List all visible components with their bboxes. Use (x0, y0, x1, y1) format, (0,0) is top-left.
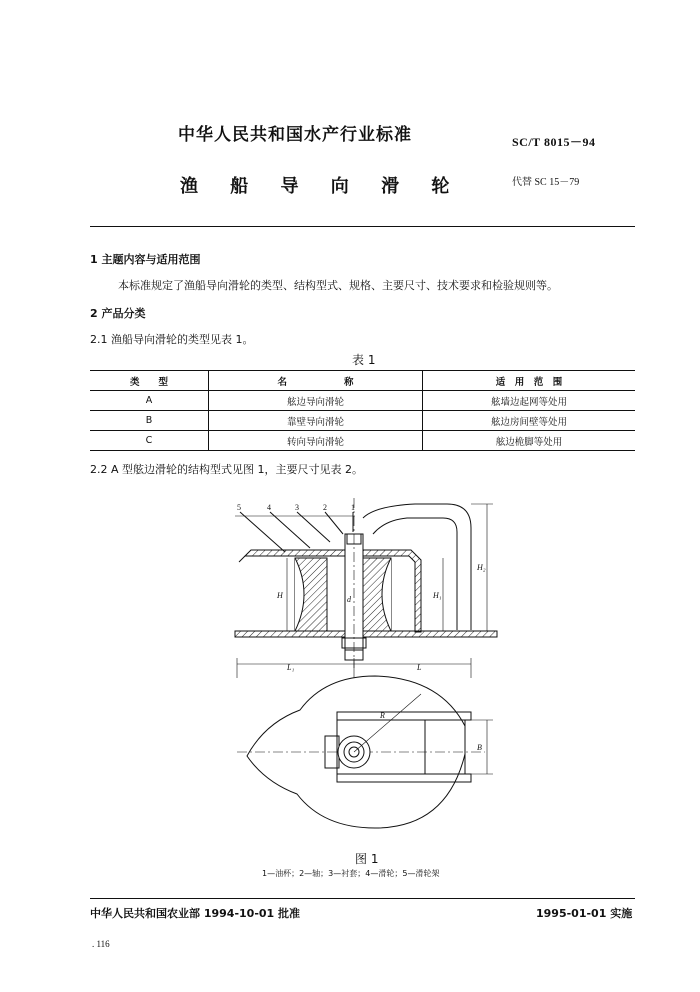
col-header-name: 名 称 (209, 371, 423, 391)
section-2-heading: 2 产品分类 (90, 307, 146, 320)
table-row (90, 391, 635, 411)
cell-scope: 舷墙边起网等处用 (423, 391, 636, 411)
dim-label-l: L (417, 663, 422, 672)
footer-rule (90, 898, 635, 899)
part-number-1: 1 (351, 503, 355, 512)
implementation-date: 1995-01-01 实施 (536, 907, 633, 920)
dim-label-r: R (380, 711, 385, 720)
approval-note: 中华人民共和国农业部 1994-10-01 批准 (90, 907, 301, 920)
cell-name: 靠壁导向滑轮 (209, 411, 423, 431)
dim-label-d: d (347, 595, 351, 604)
table-1 (90, 370, 635, 451)
col-header-type: 类 型 (90, 371, 209, 391)
cell-type: B (90, 411, 209, 431)
standard-title: 中华人民共和国水产行业标准 (178, 125, 412, 145)
table-header-row (90, 371, 635, 391)
section-2-2-text: 2.2 A 型舷边滑轮的结构型式见图 1，主要尺寸见表 2。 (90, 463, 364, 476)
cell-scope: 舷边桅脚等处用 (423, 431, 636, 451)
table-1-caption: 表 1 (352, 353, 376, 367)
cell-type: A (90, 391, 209, 411)
document-title: 渔 船 导 向 滑 轮 (180, 176, 452, 197)
standard-number: SC/T 8015－94 (512, 135, 596, 149)
figure-legend: 1—油杯；2—轴；3—衬套；4—滑轮；5—滑轮架 (262, 869, 440, 878)
part-number-4: 4 (267, 503, 271, 512)
table-row (90, 431, 635, 451)
col-header-scope: 适 用 范 围 (423, 371, 636, 391)
dim-label-h: H (277, 591, 283, 600)
dim-label-h1: H₁ (433, 591, 442, 600)
header-rule (90, 226, 635, 227)
replaces-note: 代替 SC 15－79 (512, 177, 580, 188)
figure-caption: 图 1 (355, 852, 379, 866)
section-1-heading: 1 主题内容与适用范围 (90, 253, 201, 266)
dim-label-b: B (477, 743, 482, 752)
section-1-body: 本标准规定了渔船导向滑轮的类型、结构型式、规格、主要尺寸、技术要求和检验规则等。 (118, 279, 558, 292)
dim-label-h2: H₂ (477, 563, 486, 572)
cell-name: 舷边导向滑轮 (209, 391, 423, 411)
cell-scope: 舷边房间壁等处用 (423, 411, 636, 431)
dim-label-l1: L₁ (287, 663, 295, 672)
section-2-1-text: 2.1 渔船导向滑轮的类型见表 1。 (90, 333, 254, 346)
cell-type: C (90, 431, 209, 451)
part-number-2: 2 (323, 503, 327, 512)
page-number: . 116 (92, 939, 110, 949)
table-row (90, 411, 635, 431)
cell-name: 转向导向滑轮 (209, 431, 423, 451)
pulley-drawing (225, 498, 505, 843)
part-number-3: 3 (295, 503, 299, 512)
part-number-5: 5 (237, 503, 241, 512)
